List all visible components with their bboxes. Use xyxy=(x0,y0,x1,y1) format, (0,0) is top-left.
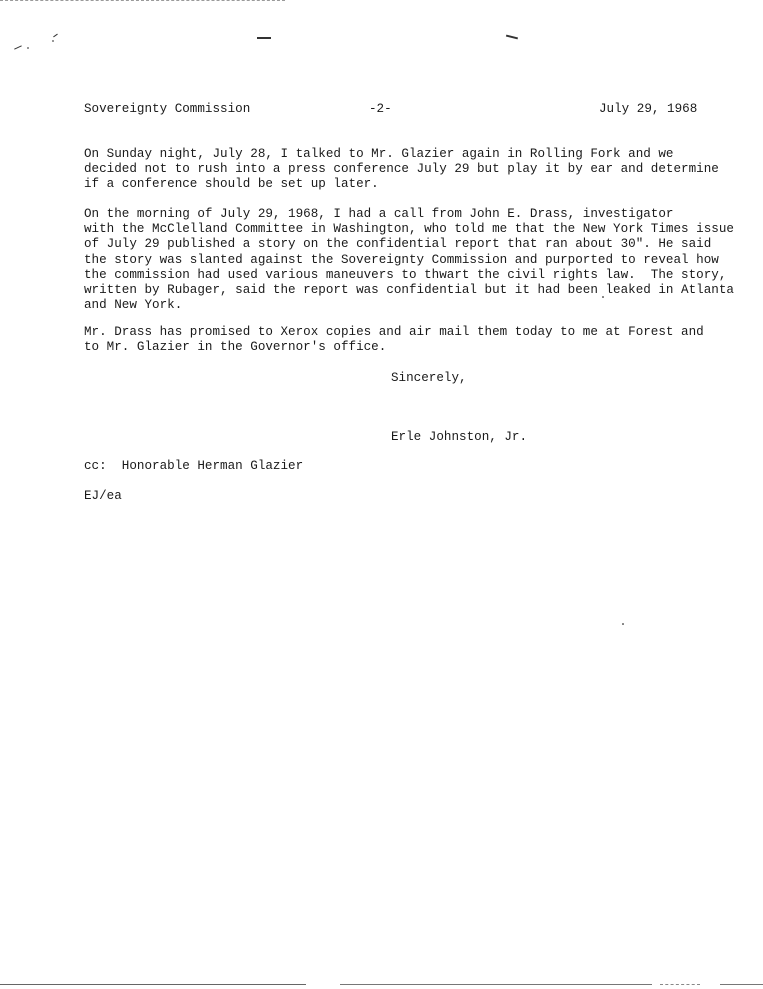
text-line: and New York. xyxy=(84,298,183,313)
text-line: to Mr. Glazier in the Governor's office. xyxy=(84,340,387,355)
scan-mark xyxy=(53,34,58,38)
bottom-edge-line xyxy=(340,984,652,985)
paragraph-2 xyxy=(84,207,734,313)
closing: Sincerely, xyxy=(391,371,467,385)
top-dashed-edge xyxy=(0,0,285,1)
text-line: Mr. Drass has promised to Xerox copies and air mail them today to me at Forest and xyxy=(84,325,704,339)
page-number: -2- xyxy=(369,102,392,116)
scan-speck xyxy=(52,40,54,42)
text-line: the commission had used various maneuvers to thwart the civil rights law. The story, xyxy=(84,267,727,282)
paragraph-3 xyxy=(84,325,704,355)
header-organization: Sovereignty Commission xyxy=(84,102,251,116)
scan-mark xyxy=(257,37,271,39)
header-date: July 29, 1968 xyxy=(599,102,698,116)
cc-line: cc: Honorable Herman Glazier xyxy=(84,459,304,473)
scan-mark xyxy=(506,35,518,39)
text-line: On Sunday night, July 28, I talked to Mr. Glazier again in Rolling Fork and we xyxy=(84,147,674,161)
bottom-edge-line xyxy=(0,984,306,985)
text-line: On the morning of July 29, 1968, I had a call from John E. Drass, investigator xyxy=(84,207,674,221)
bottom-edge-line xyxy=(720,984,763,985)
scan-speck xyxy=(622,623,624,625)
text-line: written by Rubager, said the report was confidential but it had been leaked in Atlanta xyxy=(84,282,734,297)
bottom-edge-line xyxy=(660,984,700,985)
text-line: with the McClelland Committee in Washington, who told me that the New York Times issue xyxy=(84,222,734,237)
typist-initials: EJ/ea xyxy=(84,489,122,503)
signature-name: Erle Johnston, Jr. xyxy=(391,430,528,444)
scan-speck xyxy=(27,47,29,49)
text-line: the story was slanted against the Sovereignty Commission and purported to reveal how xyxy=(84,252,719,267)
text-line: if a conference should be set up later. xyxy=(84,177,379,192)
text-line: decided not to rush into a press conference July 29 but play it by ear and determine xyxy=(84,162,719,177)
paragraph-1 xyxy=(84,147,719,193)
text-line: of July 29 published a story on the confidential report that ran about 30". He said xyxy=(84,237,712,252)
scan-mark xyxy=(14,45,22,49)
